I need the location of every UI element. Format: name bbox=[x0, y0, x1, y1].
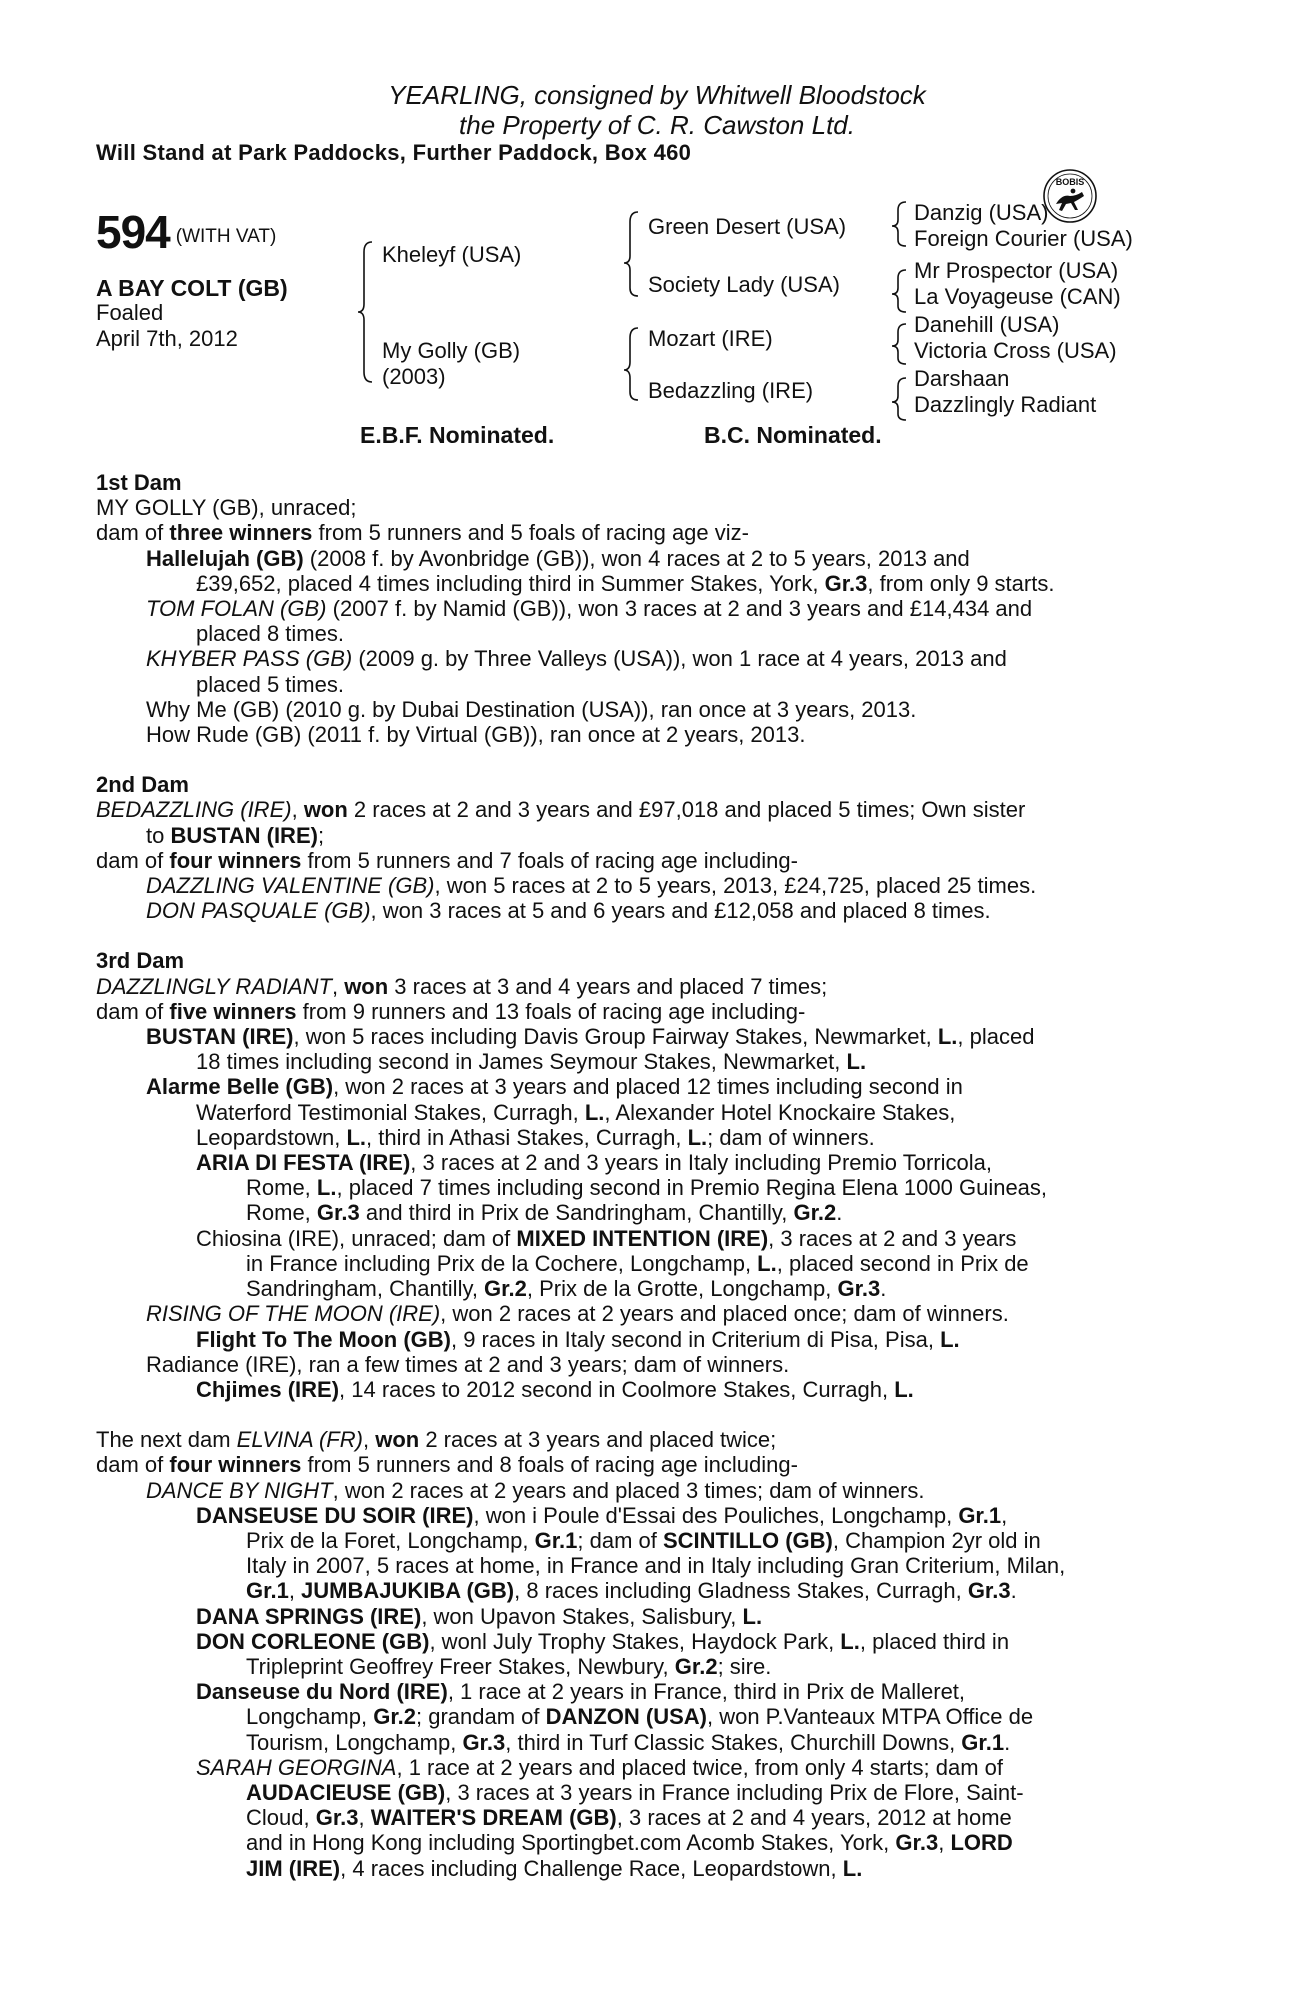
offspring-why-me: Why Me (GB) (2010 g. by Dubai Destination (USA)), ran once at 3 years, 2013. bbox=[146, 696, 917, 722]
offspring-alarme-belle: Alarme Belle (GB), won 2 races at 3 years and placed 12 times including second in bbox=[146, 1074, 963, 1100]
ggp-5: Danehill (USA) bbox=[914, 312, 1060, 337]
offspring-sarah-georgina-cont2: Cloud, Gr.3, WAITER'S DREAM (GB), 3 races at 2 and 4 years, 2012 at home bbox=[246, 1805, 1012, 1831]
dam: My Golly (GB) bbox=[382, 338, 521, 363]
sire-dam: Society Lady (USA) bbox=[648, 272, 840, 297]
offspring-chiosina-cont2: Sandringham, Chantilly, Gr.2, Prix de la Grotte, Longchamp, Gr.3. bbox=[246, 1276, 887, 1302]
offspring-don-corleone-cont: Tripleprint Geoffrey Freer Stakes, Newbury, Gr.2; sire. bbox=[246, 1653, 772, 1679]
third-dam-produce: dam of five winners from 9 runners and 13 foals of racing age including- bbox=[96, 998, 806, 1024]
offspring-danseuse-du-nord-cont2: Tourism, Longchamp, Gr.3, third in Turf Classic Stakes, Churchill Downs, Gr.1. bbox=[246, 1729, 1011, 1755]
offspring-dance-by-night: DANCE BY NIGHT, won 2 races at 2 years and placed 3 times; dam of winners. bbox=[146, 1477, 925, 1503]
offspring-sarah-georgina-cont: AUDACIEUSE (GB), 3 races at 3 years in France including Prix de Flore, Saint- bbox=[246, 1779, 1024, 1805]
ggp-4: La Voyageuse (CAN) bbox=[914, 284, 1121, 309]
first-dam-heading: 1st Dam bbox=[96, 470, 182, 495]
offspring-sarah-georgina-cont4: JIM (IRE), 4 races including Challenge Race, Leopardstown, L. bbox=[246, 1855, 863, 1881]
ggp-6: Victoria Cross (USA) bbox=[914, 338, 1117, 363]
offspring-radiance: Radiance (IRE), ran a few times at 2 and 3 years; dam of winners. bbox=[146, 1351, 790, 1377]
header-line-1: YEARLING, consigned by Whitwell Bloodstock bbox=[388, 80, 926, 110]
offspring-sarah-georgina-cont3: and in Hong Kong including Sportingbet.com Acomb Stakes, York, Gr.3, LORD bbox=[246, 1830, 1013, 1856]
third-dam-line: DAZZLINGLY RADIANT, won 3 races at 3 and 4 years and placed 7 times; bbox=[96, 973, 828, 999]
second-dam-heading: 2nd Dam bbox=[96, 772, 189, 798]
ggp-3: Mr Prospector (USA) bbox=[914, 258, 1119, 283]
dam-sire: Mozart (IRE) bbox=[648, 326, 773, 351]
lot-number: 594 bbox=[96, 206, 170, 258]
dam-dam: Bedazzling (IRE) bbox=[648, 378, 814, 403]
offspring-danseuse-du-soir: DANSEUSE DU SOIR (IRE), won i Poule d'Essai des Pouliches, Longchamp, Gr.1, bbox=[196, 1502, 1008, 1528]
sire-sire: Green Desert (USA) bbox=[648, 214, 847, 239]
offspring-dazzling-valentine: DAZZLING VALENTINE (GB), won 5 races at 2 to 5 years, 2013, £24,725, placed 25 times. bbox=[146, 873, 1037, 899]
offspring-khyber-pass: KHYBER PASS (GB) (2009 g. by Three Valleys (USA)), won 1 race at 4 years, 2013 and bbox=[146, 646, 1007, 672]
lot-name: A BAY COLT (GB) bbox=[96, 275, 288, 301]
first-dam-line: MY GOLLY (GB), unraced; bbox=[96, 495, 357, 521]
offspring-tom-folan-cont: placed 8 times. bbox=[196, 621, 344, 647]
offspring-hallelujah: Hallelujah (GB) (2008 f. by Avonbridge (GB)), won 4 races at 2 to 5 years, 2013 and bbox=[146, 545, 970, 571]
bobis-logo-text: BOBIS bbox=[1055, 177, 1085, 187]
next-dam-line: The next dam ELVINA (FR), won 2 races at 3 years and placed twice; bbox=[96, 1427, 777, 1453]
foaled-label: Foaled bbox=[96, 300, 164, 325]
offspring-bustan: BUSTAN (IRE), won 5 races including Davis Group Fairway Stakes, Newmarket, L., placed bbox=[146, 1024, 1035, 1050]
first-dam-produce: dam of three winners from 5 runners and 5 foals of racing age viz- bbox=[96, 520, 749, 546]
offspring-aria-di-festa-cont: Rome, L., placed 7 times including second in Premio Regina Elena 1000 Guineas, bbox=[246, 1175, 1048, 1201]
ggp-1: Danzig (USA) bbox=[914, 200, 1049, 225]
stand-location: Will Stand at Park Paddocks, Further Paddock, Box 460 bbox=[96, 140, 692, 165]
second-dam-line-cont: to BUSTAN (IRE); bbox=[146, 822, 325, 848]
offspring-flight-to-the-moon: Flight To The Moon (GB), 9 races in Italy second in Criterium di Pisa, Pisa, L. bbox=[196, 1326, 960, 1352]
vat-note: (WITH VAT) bbox=[175, 226, 277, 247]
header-line-2: the Property of C. R. Cawston Ltd. bbox=[459, 110, 855, 140]
offspring-chiosina: Chiosina (IRE), unraced; dam of MIXED INTENTION (IRE), 3 races at 2 and 3 years bbox=[196, 1225, 1017, 1251]
offspring-tom-folan: TOM FOLAN (GB) (2007 f. by Namid (GB)), won 3 races at 2 and 3 years and £14,434 and bbox=[146, 596, 1033, 622]
offspring-aria-di-festa-cont2: Rome, Gr.3 and third in Prix de Sandringham, Chantilly, Gr.2. bbox=[246, 1200, 843, 1226]
offspring-bustan-cont: 18 times including second in James Seymour Stakes, Newmarket, L. bbox=[196, 1049, 867, 1075]
third-dam-heading: 3rd Dam bbox=[96, 948, 185, 974]
foaled-date: April 7th, 2012 bbox=[96, 326, 238, 351]
offspring-chjimes: Chjimes (IRE), 14 races to 2012 second in Coolmore Stakes, Curragh, L. bbox=[196, 1376, 914, 1402]
offspring-chiosina-cont: in France including Prix de la Cochere, Longchamp, L., placed second in Prix de bbox=[246, 1250, 1029, 1276]
offspring-khyber-pass-cont: placed 5 times. bbox=[196, 671, 344, 697]
second-dam-produce: dam of four winners from 5 runners and 7 foals of racing age including- bbox=[96, 847, 798, 873]
offspring-how-rude: How Rude (GB) (2011 f. by Virtual (GB)), ran once at 2 years, 2013. bbox=[146, 722, 806, 748]
offspring-don-pasquale: DON PASQUALE (GB), won 3 races at 5 and 6 years and £12,058 and placed 8 times. bbox=[146, 898, 991, 924]
offspring-sarah-georgina: SARAH GEORGINA, 1 race at 2 years and placed twice, from only 4 starts; dam of bbox=[196, 1754, 1003, 1780]
next-dam-produce: dam of four winners from 5 runners and 8 foals of racing age including- bbox=[96, 1452, 798, 1478]
offspring-danseuse-du-soir-cont3: Gr.1, JUMBAJUKIBA (GB), 8 races including Gladness Stakes, Curragh, Gr.3. bbox=[246, 1578, 1017, 1604]
offspring-aria-di-festa: ARIA DI FESTA (IRE), 3 races at 2 and 3 years in Italy including Premio Torricola, bbox=[196, 1150, 992, 1176]
offspring-alarme-belle-cont2: Leopardstown, L., third in Athasi Stakes, Curragh, L.; dam of winners. bbox=[196, 1124, 875, 1150]
ggp-7: Darshaan bbox=[914, 366, 1010, 391]
offspring-dana-springs: DANA SPRINGS (IRE), won Upavon Stakes, Salisbury, L. bbox=[196, 1603, 763, 1629]
offspring-alarme-belle-cont: Waterford Testimonial Stakes, Curragh, L., Alexander Hotel Knockaire Stakes, bbox=[196, 1099, 956, 1125]
offspring-rising-of-the-moon: RISING OF THE MOON (IRE), won 2 races at 2 years and placed once; dam of winners. bbox=[146, 1301, 1009, 1327]
second-dam-line: BEDAZZLING (IRE), won 2 races at 2 and 3 years and £97,018 and placed 5 times; Own sister bbox=[96, 797, 1026, 823]
offspring-danseuse-du-nord-cont: Longchamp, Gr.2; grandam of DANZON (USA), won P.Vanteaux MTPA Office de bbox=[246, 1704, 1034, 1730]
dam-year: (2003) bbox=[382, 364, 446, 389]
dam-lines bbox=[96, 470, 1192, 1881]
offspring-danseuse-du-soir-cont2: Italy in 2007, 5 races at home, in France and in Italy including Gran Criterium, Milan, bbox=[246, 1553, 1066, 1579]
offspring-danseuse-du-soir-cont: Prix de la Foret, Longchamp, Gr.1; dam of SCINTILLO (GB), Champion 2yr old in bbox=[246, 1527, 1041, 1553]
ggp-8: Dazzlingly Radiant bbox=[914, 392, 1097, 417]
offspring-don-corleone: DON CORLEONE (GB), wonl July Trophy Stakes, Haydock Park, L., placed third in bbox=[196, 1628, 1010, 1654]
bc-nominated: B.C. Nominated. bbox=[704, 422, 882, 448]
offspring-danseuse-du-nord: Danseuse du Nord (IRE), 1 race at 2 years in France, third in Prix de Malleret, bbox=[196, 1679, 966, 1705]
sire: Kheleyf (USA) bbox=[382, 242, 522, 267]
ebf-nominated: E.B.F. Nominated. bbox=[360, 422, 555, 448]
ggp-2: Foreign Courier (USA) bbox=[914, 226, 1133, 251]
offspring-hallelujah-cont: £39,652, placed 4 times including third in Summer Stakes, York, Gr.3, from only 9 starts. bbox=[196, 570, 1055, 596]
